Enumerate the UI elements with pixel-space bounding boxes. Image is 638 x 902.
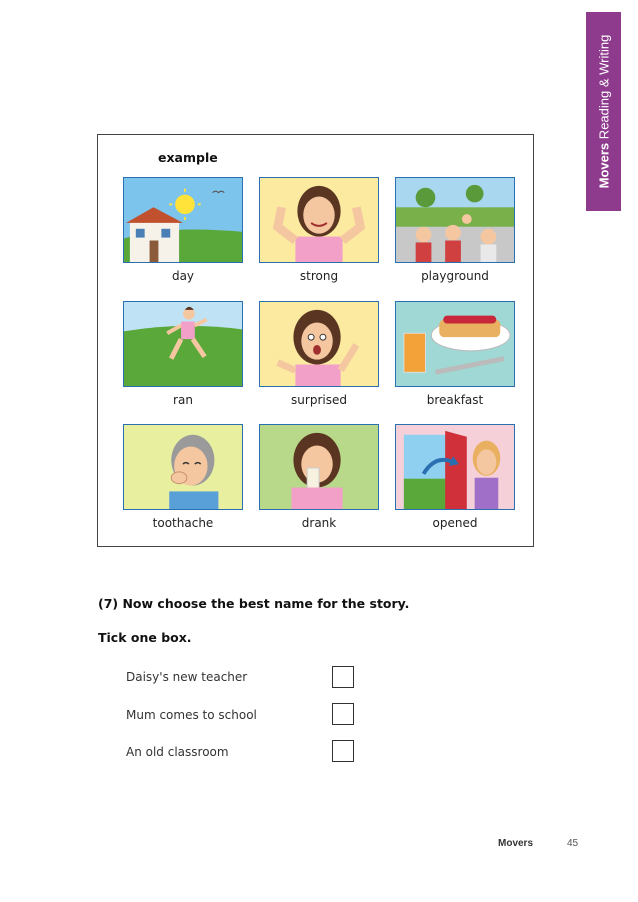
opened-picture [395,424,515,510]
word-label: ran [173,393,193,407]
section-tab-level: Movers [596,142,612,189]
word-label: playground [421,269,489,283]
picture-card-drank [259,424,379,530]
word-label: drank [301,516,337,530]
question-text: (7) Now choose the best name for the story. [98,596,410,611]
tick-box-option-2[interactable] [332,703,354,725]
option-label: Daisy's new teacher [126,670,248,684]
picture-card-breakfast [395,301,515,407]
picture-card-toothache [123,424,243,530]
picture-card-playground [395,177,515,283]
footer-level: Movers [498,838,534,849]
ran-picture [123,301,243,387]
tick-box-option-3[interactable] [332,740,354,762]
breakfast-picture [395,301,515,387]
strong-picture [259,177,379,263]
drank-picture [259,424,379,510]
picture-card-strong [259,177,379,283]
section-tab-title: Reading & Writing [596,34,612,140]
tick-box-option-1[interactable] [332,666,354,688]
word-label: toothache [152,516,214,530]
section-tab-label [596,35,611,189]
word-label: day [171,269,195,283]
picture-card-ran [123,301,243,407]
word-label: opened [432,516,478,530]
picture-card-day [123,177,243,283]
picture-card-opened [395,424,515,530]
option-label: An old classroom [126,745,229,759]
day-picture [123,177,243,263]
section-tab [586,12,621,211]
option-label: Mum comes to school [126,708,257,722]
picture-card-surprised [259,301,379,407]
example-label: example [158,150,218,165]
word-label: surprised [291,393,347,407]
toothache-picture [123,424,243,510]
word-label: breakfast [426,393,484,407]
playground-picture [395,177,515,263]
instruction-text: Tick one box. [98,630,192,645]
page-number: 45 [567,838,579,849]
surprised-picture [259,301,379,387]
word-label: strong [299,269,339,283]
